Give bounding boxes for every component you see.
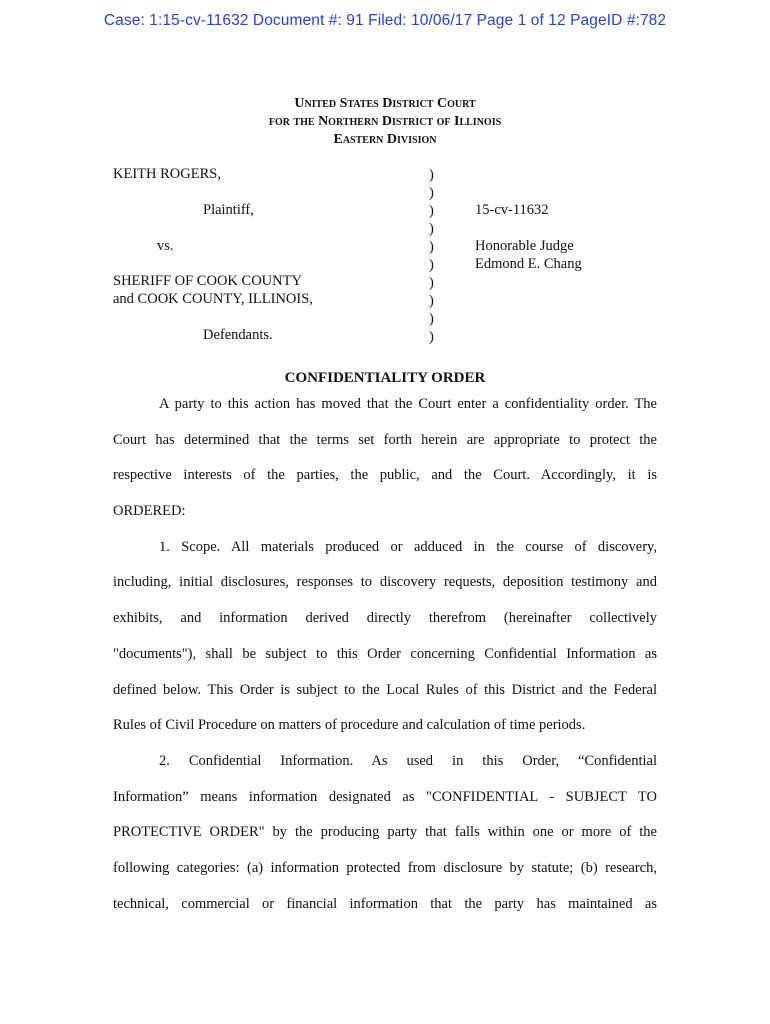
body-line: including, initial disclosures, responses to discovery requests, deposition testimony and <box>113 574 657 591</box>
body-line: Court has determined that the terms set forth herein are appropriate to protect the <box>113 431 657 448</box>
body-line: following categories: (a) information protected from disclosure by statute; (b) research, <box>113 859 657 876</box>
plaintiff-role: Plaintiff, <box>203 202 254 218</box>
court-district: for the Northern District of Illinois <box>268 114 502 129</box>
court-name: United States District Court <box>294 96 476 111</box>
defendant-role: Defendants. <box>203 327 273 343</box>
case-caption <box>113 166 673 346</box>
caption-bracket: ) <box>429 329 434 345</box>
plaintiff-name: KEITH ROGERS, <box>113 166 221 182</box>
body-line: defined below. This Order is subject to the Local Rules of this District and the Federal <box>113 681 657 698</box>
body-line: "documents"), shall be subject to this Order concerning Confidential Information as <box>113 645 657 662</box>
caption-bracket: ) <box>429 185 434 201</box>
body-line: 2. Confidential Information. As used in this Order, “Confidential <box>159 752 657 769</box>
judge-title: Honorable Judge <box>475 238 574 254</box>
judge-name: Edmond E. Chang <box>475 256 582 272</box>
body-line: respective interests of the parties, the public, and the Court. Accordingly, it is <box>113 467 657 484</box>
body-line: technical, commercial or financial information that the party has maintained as <box>113 895 657 912</box>
caption-bracket: ) <box>429 293 434 309</box>
defendant-name-line1: SHERIFF OF COOK COUNTY <box>113 273 302 289</box>
caption-bracket-column <box>429 166 439 346</box>
caption-bracket: ) <box>429 239 434 255</box>
caption-bracket: ) <box>429 167 434 183</box>
court-division: Eastern Division <box>333 132 437 147</box>
body-line: exhibits, and information derived directly therefrom (hereinafter collectively <box>113 610 657 627</box>
body-line: PROTECTIVE ORDER" by the producing party that falls within one or more of the <box>113 824 657 841</box>
order-body <box>113 392 657 927</box>
caption-bracket: ) <box>429 275 434 291</box>
order-title: CONFIDENTIALITY ORDER <box>284 370 486 386</box>
caption-bracket: ) <box>429 221 434 237</box>
body-line: A party to this action has moved that the Court enter a confidentiality order. The <box>159 396 657 412</box>
caption-bracket: ) <box>429 311 434 327</box>
caption-bracket: ) <box>429 257 434 273</box>
defendant-name-line2: and COOK COUNTY, ILLINOIS, <box>113 291 313 307</box>
body-line: Information” means information designated as "CONFIDENTIAL - SUBJECT TO <box>113 788 657 805</box>
caption-bracket: ) <box>429 203 434 219</box>
case-number: 15-cv-11632 <box>475 202 549 218</box>
body-line: Rules of Civil Procedure on matters of procedure and calculation of time periods. <box>113 717 586 734</box>
body-line: ORDERED: <box>113 503 186 520</box>
versus-label: vs. <box>157 238 174 254</box>
body-line: 1. Scope. All materials produced or adduced in the course of discovery, <box>159 538 657 555</box>
ecf-filing-header: Case: 1:15-cv-11632 Document #: 91 Filed: 10/06/17 Page 1 of 12 PageID #:782 <box>103 12 667 29</box>
court-heading <box>0 95 770 149</box>
